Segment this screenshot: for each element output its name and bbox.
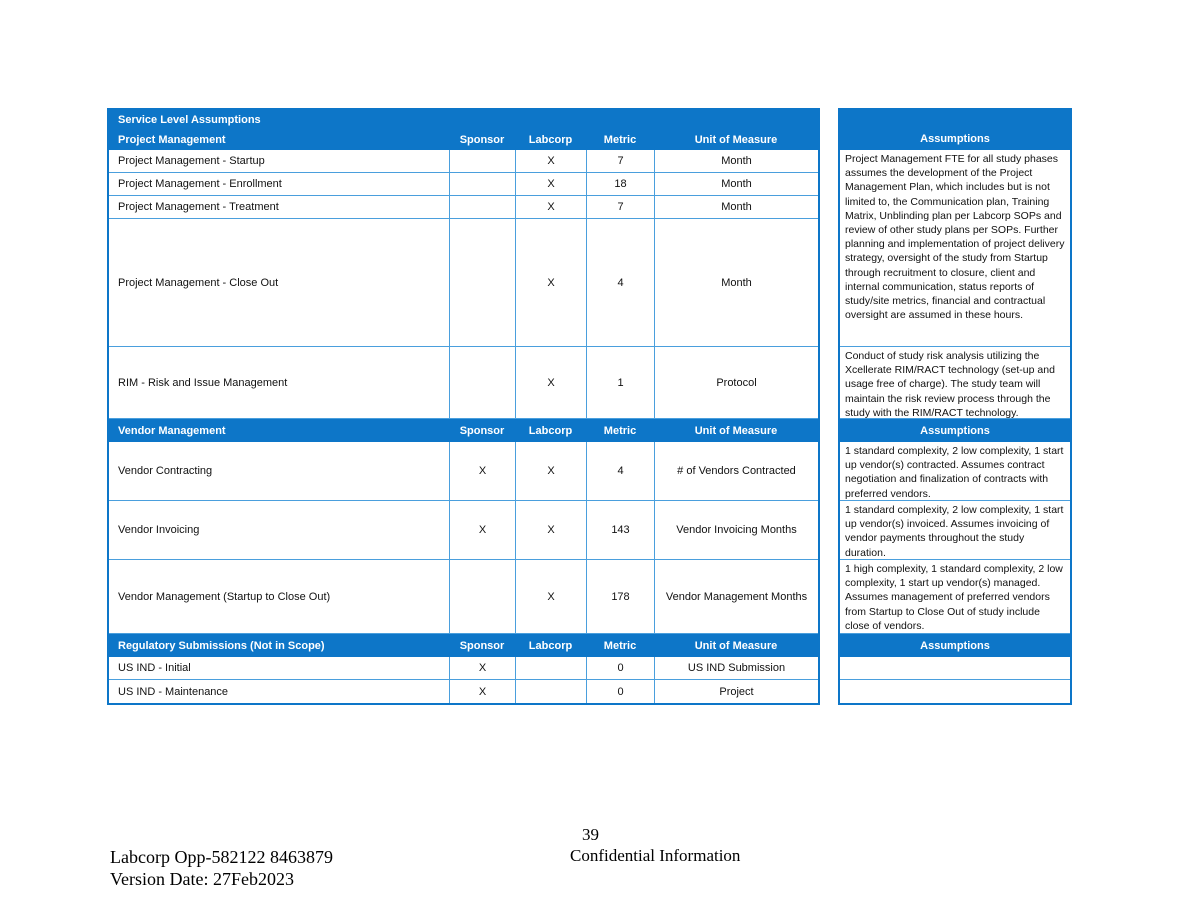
assumption-project-management-fte: Project Management FTE for all study phases assumes the development of the Project Management Plan, which includes but is not limited to, the Communication plan, Training Matrix, Unblinding plan per Labcorp SOPs and review of other study plans per SOPs. Further planning and implementation of project delivery strategy, oversight of the study from Startup through recruitment to closure, client and internal communication, status reports of study/site metrics, financial and contractual oversight are assumed in these hours. — [840, 150, 1070, 347]
table-row-us-ind-initial — [109, 657, 818, 680]
table-row-us-ind-maintenance — [109, 680, 818, 703]
col-header-sponsor: Sponsor — [459, 424, 505, 437]
sponsor-value — [449, 347, 515, 418]
section-header-project-management — [109, 130, 818, 150]
unit-value: Month — [654, 173, 818, 195]
sponsor-value — [449, 150, 515, 172]
labcorp-value: X — [515, 196, 586, 218]
unit-value: Month — [654, 196, 818, 218]
section-header-vendor-management — [109, 419, 818, 442]
row-label: US IND - Initial — [118, 662, 191, 674]
sponsor-value: X — [449, 680, 515, 703]
assumption-us-ind-initial-empty — [840, 657, 1070, 680]
row-label: Vendor Contracting — [118, 465, 213, 477]
assumptions-header-project-management — [840, 110, 1070, 150]
footer-doc-id: Labcorp Opp-582122 8463879 — [110, 847, 333, 867]
col-header-metric: Metric — [603, 134, 637, 146]
labcorp-value: X — [515, 501, 586, 559]
assumptions-header-vendor-management — [840, 419, 1070, 442]
table-row-vendor-invoicing — [109, 501, 818, 560]
row-label: US IND - Maintenance — [118, 685, 229, 698]
unit-value: Month — [654, 150, 818, 172]
labcorp-value: X — [515, 150, 586, 172]
sponsor-value — [449, 196, 515, 218]
metric-value: 0 — [586, 657, 654, 679]
sponsor-value: X — [449, 442, 515, 500]
col-header-sponsor: Sponsor — [459, 639, 505, 652]
assumptions-header-label: Assumptions — [920, 640, 990, 652]
metric-value: 18 — [586, 173, 654, 195]
labcorp-value: X — [515, 560, 586, 633]
labcorp-value: X — [515, 347, 586, 418]
col-header-labcorp: Labcorp — [528, 134, 573, 146]
section-title: Regulatory Submissions (Not in Scope) — [118, 639, 325, 652]
metric-value: 178 — [586, 560, 654, 633]
unit-value: US IND Submission — [654, 657, 818, 679]
labcorp-value — [515, 657, 586, 679]
footer-version-date: Version Date: 27Feb2023 — [110, 869, 294, 889]
col-header-unit-of-measure: Unit of Measure — [694, 424, 778, 437]
table-row-pm-close-out — [109, 219, 818, 347]
labcorp-value: X — [515, 442, 586, 500]
assumptions-panel — [838, 108, 1072, 705]
sponsor-value: X — [449, 501, 515, 559]
assumption-vendor-invoicing: 1 standard complexity, 2 low complexity, 1 start up vendor(s) invoiced. Assumes invoicing of vendor payments throughout the study duration. — [840, 501, 1070, 560]
metric-value: 1 — [586, 347, 654, 418]
assumptions-header-regulatory-submissions — [840, 634, 1070, 657]
assumptions-header-label: Assumptions — [920, 133, 990, 145]
section-header-regulatory-submissions — [109, 634, 818, 657]
footer-center — [570, 824, 740, 866]
table-row-rim — [109, 347, 818, 419]
row-label: Vendor Management (Startup to Close Out) — [118, 590, 331, 603]
col-header-metric: Metric — [603, 424, 637, 437]
row-label: Project Management - Treatment — [118, 201, 279, 213]
labcorp-value: X — [515, 219, 586, 346]
sponsor-value — [449, 560, 515, 633]
table-title-band — [109, 110, 818, 130]
row-label: Project Management - Enrollment — [118, 178, 282, 190]
metric-value: 0 — [586, 680, 654, 703]
table-row-pm-startup — [109, 150, 818, 173]
assumption-us-ind-maintenance-empty — [840, 680, 1070, 703]
row-label: Project Management - Startup — [118, 155, 265, 167]
sponsor-value — [449, 173, 515, 195]
row-label: Project Management - Close Out — [118, 276, 279, 289]
metric-value: 7 — [586, 150, 654, 172]
section-title: Vendor Management — [118, 424, 226, 437]
assumption-rim-ract: Conduct of study risk analysis utilizing the Xcellerate RIM/RACT technology (set-up and usage free of charge). The study team will maintain the risk review process through the study with the RIM/RACT technology. — [840, 347, 1070, 419]
labcorp-value: X — [515, 173, 586, 195]
table-row-pm-treatment — [109, 196, 818, 219]
table-title: Service Level Assumptions — [118, 114, 261, 126]
col-header-labcorp: Labcorp — [528, 424, 573, 437]
assumptions-header-label: Assumptions — [920, 425, 990, 437]
col-header-unit-of-measure: Unit of Measure — [694, 639, 778, 652]
unit-value: Project — [654, 680, 818, 703]
footer-left — [110, 846, 333, 890]
page-number: 39 — [582, 825, 599, 844]
row-label: Vendor Invoicing — [118, 524, 200, 536]
assumption-vendor-contracting: 1 standard complexity, 2 low complexity, 1 start up vendor(s) contracted. Assumes contract negotiation and finalization of contracts with preferred vendors. — [840, 442, 1070, 501]
metric-value: 7 — [586, 196, 654, 218]
col-header-labcorp: Labcorp — [528, 639, 573, 652]
metric-value: 143 — [586, 501, 654, 559]
unit-value: Protocol — [654, 347, 818, 418]
col-header-metric: Metric — [603, 639, 637, 652]
table-row-vendor-management — [109, 560, 818, 634]
sponsor-value — [449, 219, 515, 346]
sponsor-value: X — [449, 657, 515, 679]
col-header-unit-of-measure: Unit of Measure — [694, 134, 778, 146]
unit-value: Vendor Invoicing Months — [654, 501, 818, 559]
confidential-label: Confidential Information — [570, 846, 741, 865]
assumption-vendor-management: 1 high complexity, 1 standard complexity, 2 low complexity, 1 start up vendor(s) managed. Assumes management of preferred vendors from Startup to Close Out of study include close of vendors. — [840, 560, 1070, 634]
table-row-pm-enrollment — [109, 173, 818, 196]
unit-value: Vendor Management Months — [654, 560, 818, 633]
unit-value: Month — [654, 219, 818, 346]
service-level-table — [107, 108, 820, 705]
metric-value: 4 — [586, 219, 654, 346]
row-label: RIM - Risk and Issue Management — [118, 376, 288, 389]
section-title: Project Management — [118, 134, 226, 146]
unit-value: # of Vendors Contracted — [654, 442, 818, 500]
metric-value: 4 — [586, 442, 654, 500]
table-row-vendor-contracting — [109, 442, 818, 501]
labcorp-value — [515, 680, 586, 703]
col-header-sponsor: Sponsor — [459, 134, 505, 146]
